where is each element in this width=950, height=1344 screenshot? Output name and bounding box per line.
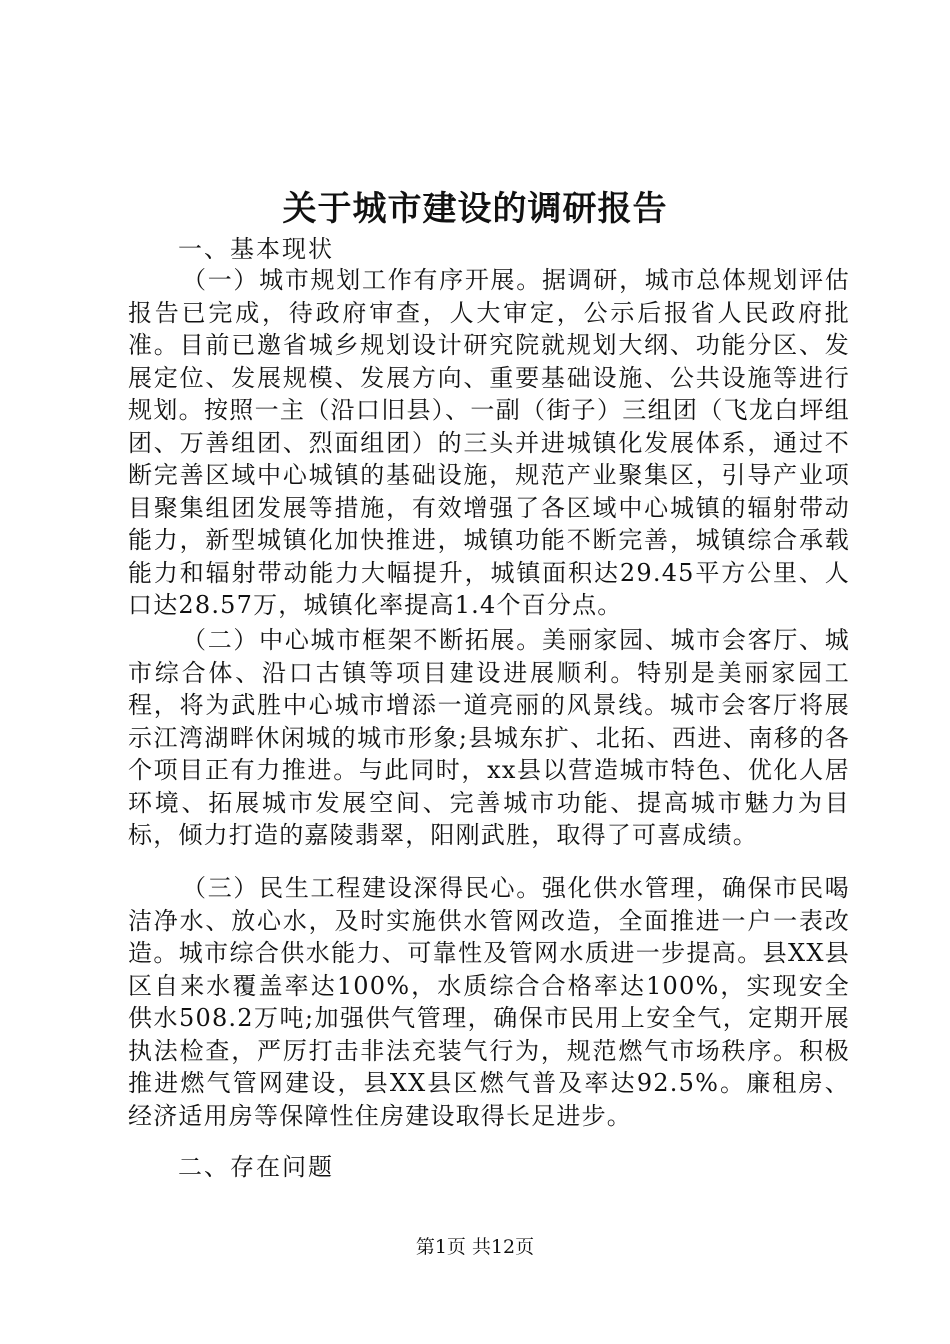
section-heading-basic-status: 一、基本现状 [178,235,334,263]
paragraph-urban-planning: （一）城市规划工作有序开展。据调研，城市总体规划评估报告已完成，待政府审查，人大审定，公示后报省人民政府批准。目前已邀省城乡规划设计研究院就规划大纲、功能分区、发展定位、发展规模、发展方向、重要基础设施、公共设施等进行规划。按照一主（沿口旧县）、一副（街子）三组团（飞龙白坪组团、万善组团、烈面组团）的三头并进城镇化发展体系，通过不断完善区域中心城镇的基础设施，规范产业聚集区，引导产业项目聚集组团发展等措施，有效增强了各区域中心城镇的辐射带动能力，新型城镇化加快推进，城镇功能不断完善，城镇综合承载能力和辐射带动能力大幅提升，城镇面积达29.45平方公里、人口达28.57万，城镇化率提高1.4个百分点。 [128,266,850,619]
paragraph-city-framework: （二）中心城市框架不断拓展。美丽家园、城市会客厅、城市综合体、沿口古镇等项目建设进展顺利。特别是美丽家园工程，将为武胜中心城市增添一道亮丽的风景线。城市会客厅将展示江湾湖畔休闲城的城市形象;县城东扩、北拓、西进、南移的各个项目正有力推进。与此同时，xx县以营造城市特色、优化人居环境、拓展城市发展空间、完善城市功能、提高城市魅力为目标，倾力打造的嘉陵翡翠，阳刚武胜，取得了可喜成绩。 [128,626,850,849]
paragraph-livelihood-projects: （三）民生工程建设深得民心。强化供水管理，确保市民喝洁净水、放心水，及时实施供水管网改造，全面推进一户一表改造。城市综合供水能力、可靠性及管网水质进一步提高。县XX县区自来水覆盖率达100%，水质综合合格率达100%，实现安全供水508.2万吨;加强供气管理，确保市民用上安全气，定期开展执法检查，严厉打击非法充装气行为，规范燃气市场秩序。积极推进燃气管网建设，县XX县区燃气普及率达92.5%。廉租房、经济适用房等保障性住房建设取得长足进步。 [128,874,850,1130]
section-heading-problems: 二、存在问题 [178,1153,334,1181]
document-title: 关于城市建设的调研报告 [282,189,668,229]
page-footer: 第1页 共12页 [415,1236,535,1258]
